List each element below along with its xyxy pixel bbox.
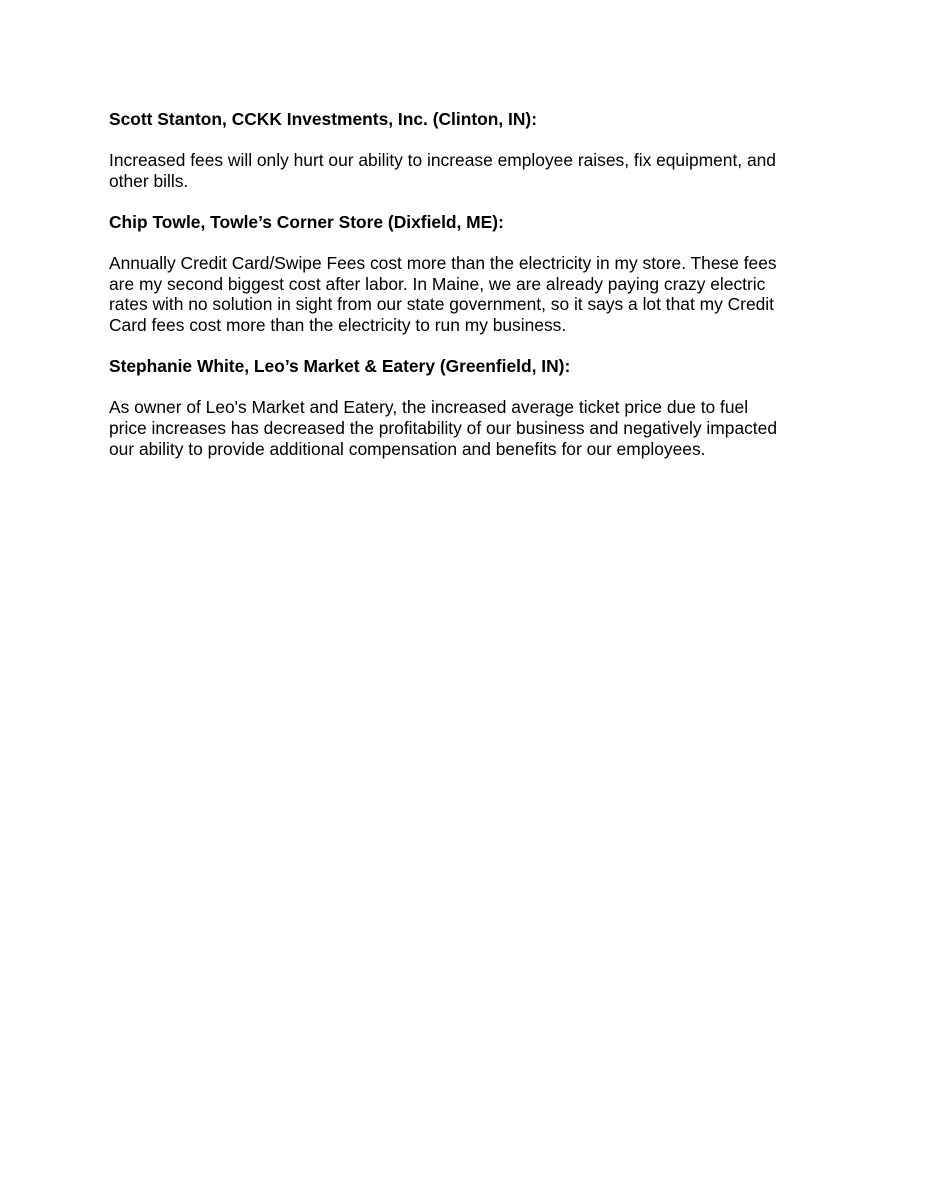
quote-line: As owner of Leo's Market and Eatery, the increased average ticket price due to fuel	[109, 397, 749, 418]
quote-line: Annually Credit Card/Swipe Fees cost more than the electricity in my store. These fees	[109, 253, 777, 274]
document-body	[109, 109, 821, 480]
entry-stephanie-white	[109, 356, 821, 459]
entry-scott-stanton	[109, 109, 821, 191]
quote-line: rates with no solution in sight from our state government, so it says a lot that my Credit	[109, 294, 775, 315]
entry-quote	[109, 150, 821, 191]
entry-chip-towle	[109, 212, 821, 336]
quote-line: Increased fees will only hurt our ability to increase employee raises, fix equipment, and	[109, 150, 776, 171]
quote-line: are my second biggest cost after labor. In Maine, we are already paying crazy electric	[109, 273, 766, 294]
quote-line: other bills.	[109, 170, 189, 191]
quote-line: price increases has decreased the profitability of our business and negatively impacted	[109, 417, 777, 438]
entry-quote	[109, 253, 821, 335]
entry-quote	[109, 397, 821, 459]
entry-heading: Chip Towle, Towle’s Corner Store (Dixfield, ME):	[109, 211, 504, 232]
entry-heading: Scott Stanton, CCKK Investments, Inc. (Clinton, IN):	[109, 109, 538, 129]
quote-line: Card fees cost more than the electricity to run my business.	[109, 314, 567, 335]
entry-heading: Stephanie White, Leo’s Market & Eatery (Greenfield, IN):	[109, 356, 571, 377]
quote-line: our ability to provide additional compensation and benefits for our employees.	[109, 438, 706, 459]
